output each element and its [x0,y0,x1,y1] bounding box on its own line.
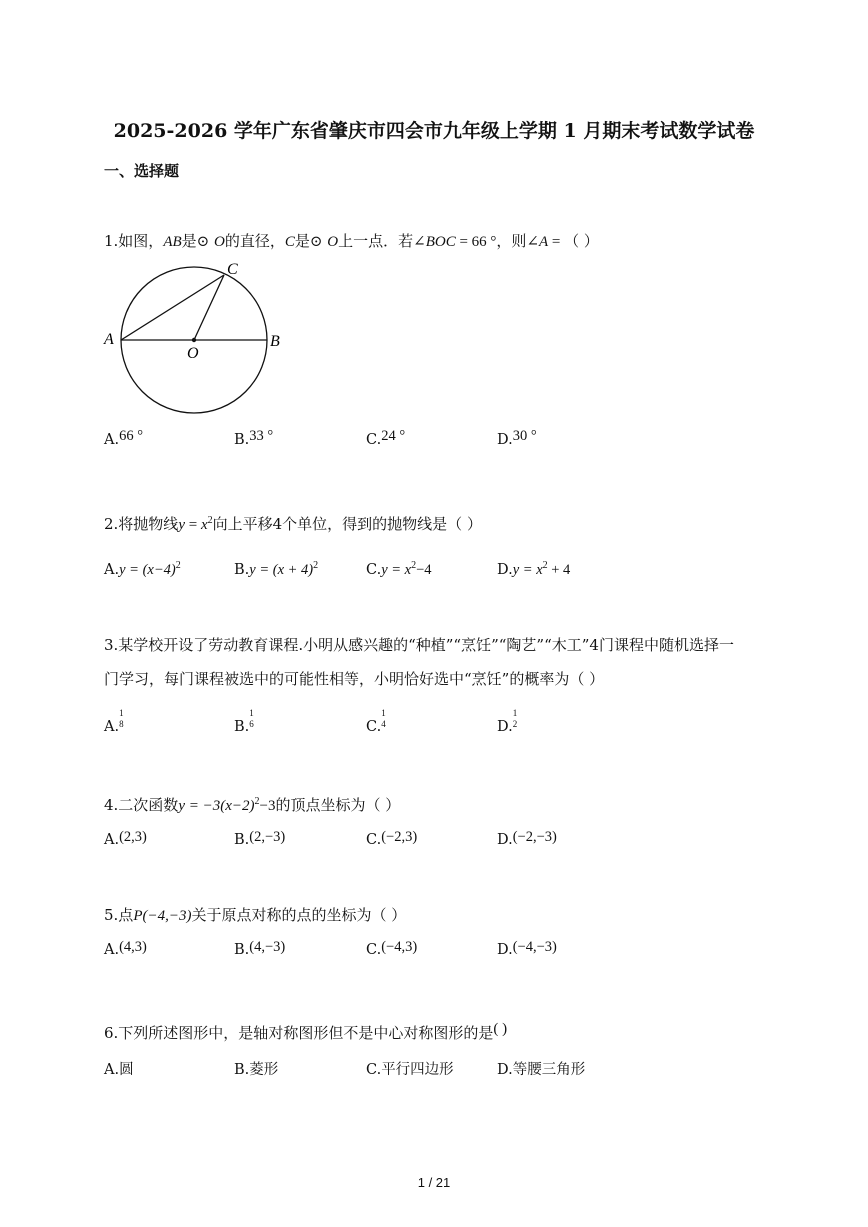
page-number: 1 / 21 [417,1175,451,1190]
q5-option-c[interactable]: C.(−4,3) [366,939,418,958]
q1-text: 的直径， [224,232,285,250]
q1-ab: AB [163,234,182,250]
q3-option-c[interactable]: C. 1 4 [366,708,386,735]
fraction: 1 2 [512,708,518,729]
label-b: B [270,333,280,350]
q5-option-b[interactable]: B.(4,−3) [234,939,286,958]
q5-option-d[interactable]: D.(−4,−3) [497,939,557,958]
q2-option-a[interactable]: $A.y = (x-4)^2$ [104,560,181,578]
question-3-line-2: 门学习，每门课程被选中的可能性相等，小明恰好选中“烹饪”的概率为（ ） [104,670,605,688]
page-title: 2025-2026 学年广东省肇庆市四会市九年级上学期 1 月期末考试数学试卷 [113,120,755,142]
q1-o: O [327,234,339,250]
fraction: 1 8 [119,708,124,729]
q4-option-b[interactable]: B.(2,−3) [234,829,286,848]
label-o: O [187,345,199,362]
q5-option-a[interactable]: A.(4,3) [104,939,147,958]
fraction: 1 6 [249,708,254,729]
question-2-stem: 2.将抛物线$y = x^2$向上平移4个单位，得到的抛物线是（ ） [104,515,482,533]
section-heading: 一、选择题 [104,162,180,180]
q6-option-c[interactable]: C.平行四边形 [366,1062,454,1078]
q4-option-a[interactable]: A.(2,3) [104,829,147,848]
q1-o: O [214,234,225,250]
question-3-line-1: 3.某学校开设了劳动教育课程.小明从感兴趣的“种植”“烹饪”“陶艺”“木工”4门课程中随机选择一 [104,636,734,654]
q6-option-d[interactable]: D.等腰三角形 [497,1062,586,1078]
q1-text: 上一点．若 [338,232,414,250]
circle-symbol: ⊙ [196,234,210,250]
question-5-stem: 5.点P(−4,−3)关于原点对称的点的坐标为（ ） [104,906,407,924]
q1-angle-a: ∠A [526,234,549,250]
q6-option-b[interactable]: B.菱形 [234,1062,279,1078]
q4-option-c[interactable]: C.(−2,3) [366,829,418,848]
circle-figure [100,258,300,418]
fraction: 1 4 [381,708,386,729]
q1-text: 是 [294,232,310,250]
q1-text: ，则 [496,232,527,250]
q2-option-c[interactable]: $C.y = x^2-4$ [366,560,432,578]
q1-option-b[interactable]: B.33 ° [234,428,274,448]
q2-option-d[interactable]: $D.y = x^2 + 4$ [497,560,571,578]
question-6-stem: 6.下列所述图形中，是轴对称图形但不是中心对称图形的是( ) [104,1021,508,1042]
label-a: A [104,331,114,348]
q1-eq: = 66 ° [455,234,497,250]
q1-c: C [284,234,295,250]
question-1-stem [104,230,599,251]
q1-prefix: 1.如图， [104,232,164,250]
q1-eq: = [548,234,565,250]
q1-option-d[interactable]: D.30 ° [497,428,537,448]
center-point [192,338,196,342]
q3-option-a[interactable]: A. 1 8 [104,708,124,735]
q4-option-d[interactable]: D.(−2,−3) [497,829,557,848]
q3-option-d[interactable]: D. 1 2 [497,708,518,735]
q2-option-b[interactable]: $B.y = (x + 4)^2$ [234,560,319,578]
label-c: C [227,261,238,278]
q1-option-a[interactable]: A.66 ° [104,428,144,448]
q1-option-c[interactable]: C.24 ° [366,428,406,448]
q3-option-b[interactable]: B. 1 6 [234,708,254,735]
question-4-stem: 4.二次函数$y = -3(x-2)^2-3$的顶点坐标为（ ） [104,796,401,814]
q6-option-a[interactable]: A.圆 [104,1062,134,1078]
circle-symbol: ⊙ [309,234,323,250]
answer-paren: （ ） [564,232,599,250]
q1-angle-boc: ∠BOC [413,234,456,250]
q1-text: 是 [181,232,197,250]
